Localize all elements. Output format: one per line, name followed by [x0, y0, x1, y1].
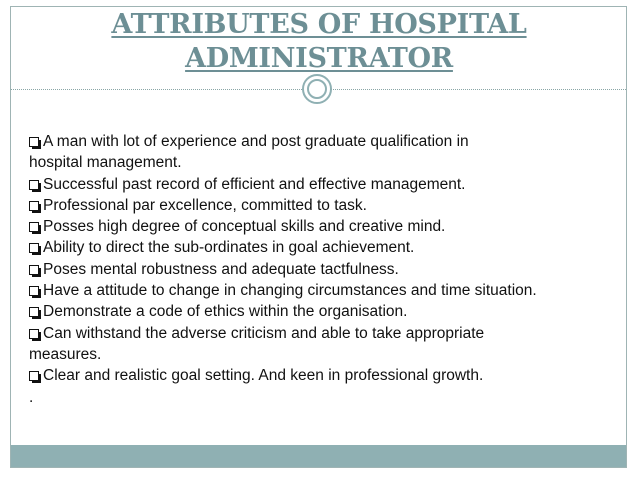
square-bullet-icon [29, 286, 39, 296]
list-item-text: Professional par excellence, committed to task. [43, 196, 367, 214]
list-item-text: Ability to direct the sub-ordinates in goal achievement. [43, 239, 415, 257]
square-bullet-icon [29, 222, 39, 232]
list-item [29, 259, 629, 280]
list-item-text: Demonstrate a code of ethics within the organisation. [43, 303, 408, 321]
list-item [29, 216, 629, 237]
list-item-text: A man with lot of experience and post graduate qualification in [43, 133, 469, 150]
list-item [29, 131, 629, 152]
square-bullet-icon [29, 265, 39, 275]
list-item-continuation [29, 344, 629, 365]
list-item [29, 237, 629, 258]
list-item-text: Have a attitude to change in changing circumstances and time situation. [43, 282, 537, 300]
list-item [29, 174, 629, 195]
square-bullet-icon [29, 243, 39, 253]
trailing-mark-text: . [29, 388, 34, 406]
square-bullet-icon [29, 180, 39, 190]
list-item [29, 301, 629, 322]
list-item-text: Can withstand the adverse criticism and able to take appropriate [43, 324, 485, 342]
footer-bar [11, 445, 626, 467]
list-item-text: Successful past record of efficient and effective management. [43, 175, 466, 193]
list-item-continuation [29, 152, 629, 173]
square-bullet-icon [29, 201, 39, 211]
list-item-text: Poses mental robustness and adequate tactfulness. [43, 260, 399, 278]
list-item [29, 365, 629, 386]
square-bullet-icon [29, 137, 39, 147]
square-bullet-icon [29, 371, 39, 381]
list-item-text: measures. [29, 345, 102, 363]
square-bullet-icon [29, 329, 39, 339]
slide-title [0, 8, 638, 76]
title-line-1: ATTRIBUTES OF HOSPITAL [111, 9, 527, 40]
list-item [29, 195, 629, 216]
list-item-text: Clear and realistic goal setting. And keen in professional growth. [43, 367, 484, 385]
list-item-text: hospital management. [29, 154, 182, 172]
square-bullet-icon [29, 307, 39, 317]
title-line-2: ADMINISTRATOR [185, 43, 453, 74]
list-item [29, 280, 629, 301]
trailing-mark [29, 387, 629, 408]
bullet-list [29, 131, 629, 408]
list-item [29, 323, 629, 344]
ring-ornament-icon [302, 74, 332, 104]
list-item-text: Posses high degree of conceptual skills and creative mind. [43, 218, 446, 236]
